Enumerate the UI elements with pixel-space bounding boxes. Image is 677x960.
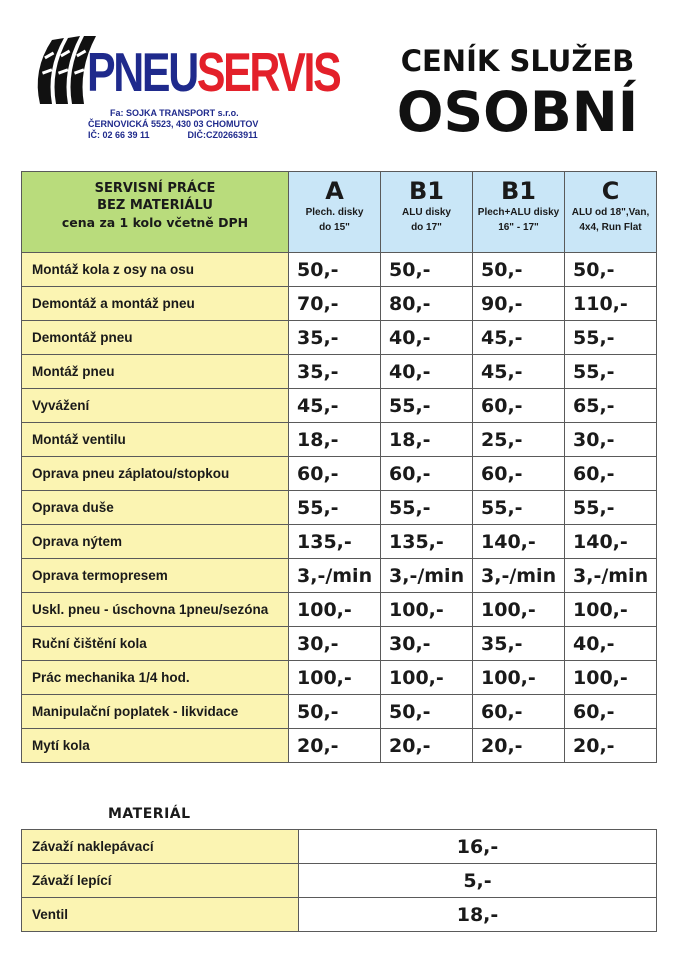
table-row bbox=[22, 661, 657, 695]
price-cell: 25,- bbox=[473, 423, 565, 457]
price-cell: 45,- bbox=[473, 321, 565, 355]
service-name: Montáž ventilu bbox=[22, 423, 289, 457]
table-row bbox=[22, 287, 657, 321]
title-line1: CENÍK SLUŽEB bbox=[400, 44, 635, 78]
header-col-b1: B1 ALU disky do 17" bbox=[381, 172, 473, 253]
material-row bbox=[22, 830, 657, 864]
price-cell: 100,- bbox=[565, 661, 657, 695]
price-cell: 3,-/min bbox=[473, 559, 565, 593]
price-cell: 45,- bbox=[289, 389, 381, 423]
price-cell: 135,- bbox=[381, 525, 473, 559]
price-cell: 60,- bbox=[473, 457, 565, 491]
price-cell: 55,- bbox=[565, 355, 657, 389]
header-col-a: A Plech. disky do 15" bbox=[289, 172, 381, 253]
company-info bbox=[30, 108, 300, 141]
price-cell: 100,- bbox=[289, 661, 381, 695]
price-cell: 140,- bbox=[565, 525, 657, 559]
price-cell: 100,- bbox=[381, 661, 473, 695]
table-row bbox=[22, 559, 657, 593]
price-cell: 40,- bbox=[565, 627, 657, 661]
price-cell: 30,- bbox=[381, 627, 473, 661]
service-name: Montáž kola z osy na osu bbox=[22, 253, 289, 287]
service-name: Demontáž pneu bbox=[22, 321, 289, 355]
service-name: Demontáž a montáž pneu bbox=[22, 287, 289, 321]
service-name: Oprava pneu záplatou/stopkou bbox=[22, 457, 289, 491]
price-cell: 60,- bbox=[381, 457, 473, 491]
material-name: Závaží naklepávací bbox=[22, 830, 299, 864]
header-col-c: C ALU od 18",Van, 4x4, Run Flat bbox=[565, 172, 657, 253]
table-row bbox=[22, 457, 657, 491]
material-name: Ventil bbox=[22, 898, 299, 932]
price-cell: 3,-/min bbox=[289, 559, 381, 593]
service-name: Manipulační poplatek - likvidace bbox=[22, 695, 289, 729]
price-cell: 50,- bbox=[381, 695, 473, 729]
material-title: MATERIÁL bbox=[108, 806, 191, 822]
price-cell: 100,- bbox=[289, 593, 381, 627]
price-cell: 30,- bbox=[565, 423, 657, 457]
price-cell: 20,- bbox=[289, 729, 381, 763]
price-cell: 60,- bbox=[473, 695, 565, 729]
price-cell: 65,- bbox=[565, 389, 657, 423]
price-cell: 140,- bbox=[473, 525, 565, 559]
header-col-b1-plech: B1 Plech+ALU disky 16" - 17" bbox=[473, 172, 565, 253]
price-cell: 35,- bbox=[473, 627, 565, 661]
price-cell: 55,- bbox=[473, 491, 565, 525]
brand-name: PNEUSERVIS bbox=[87, 41, 340, 103]
material-price: 16,- bbox=[299, 830, 657, 864]
table-row bbox=[22, 729, 657, 763]
service-name: Ruční čištění kola bbox=[22, 627, 289, 661]
table-row bbox=[22, 491, 657, 525]
price-cell: 110,- bbox=[565, 287, 657, 321]
price-cell: 35,- bbox=[289, 355, 381, 389]
material-row bbox=[22, 864, 657, 898]
price-cell: 20,- bbox=[565, 729, 657, 763]
table-row bbox=[22, 627, 657, 661]
service-name: Mytí kola bbox=[22, 729, 289, 763]
material-price: 18,- bbox=[299, 898, 657, 932]
table-row bbox=[22, 525, 657, 559]
price-cell: 100,- bbox=[473, 661, 565, 695]
company-address: ČERNOVICKÁ 5523, 430 03 CHOMUTOV bbox=[88, 119, 259, 129]
price-cell: 20,- bbox=[473, 729, 565, 763]
service-name: Vyvážení bbox=[22, 389, 289, 423]
price-cell: 30,- bbox=[289, 627, 381, 661]
price-cell: 18,- bbox=[381, 423, 473, 457]
price-cell: 135,- bbox=[289, 525, 381, 559]
header-services: SERVISNÍ PRÁCE BEZ MATERIÁLU cena za 1 kolo včetně DPH bbox=[22, 172, 289, 253]
company-dic: DIČ:CZ02663911 bbox=[187, 130, 258, 140]
table-row bbox=[22, 253, 657, 287]
price-cell: 90,- bbox=[473, 287, 565, 321]
price-cell: 18,- bbox=[289, 423, 381, 457]
company-ic: IČ: 02 66 39 11 bbox=[88, 130, 150, 140]
table-header-row bbox=[22, 172, 657, 253]
price-cell: 50,- bbox=[289, 695, 381, 729]
table-row bbox=[22, 321, 657, 355]
price-cell: 60,- bbox=[565, 695, 657, 729]
service-name: Oprava nýtem bbox=[22, 525, 289, 559]
service-name: Oprava termopresem bbox=[22, 559, 289, 593]
price-cell: 3,-/min bbox=[565, 559, 657, 593]
table-row bbox=[22, 695, 657, 729]
material-row bbox=[22, 898, 657, 932]
service-name: Uskl. pneu - úschovna 1pneu/sezóna bbox=[22, 593, 289, 627]
price-cell: 55,- bbox=[565, 321, 657, 355]
price-cell: 20,- bbox=[381, 729, 473, 763]
price-cell: 50,- bbox=[565, 253, 657, 287]
price-cell: 100,- bbox=[381, 593, 473, 627]
price-cell: 80,- bbox=[381, 287, 473, 321]
service-name: Prác mechanika 1/4 hod. bbox=[22, 661, 289, 695]
price-cell: 40,- bbox=[381, 321, 473, 355]
price-table bbox=[21, 171, 657, 763]
price-cell: 60,- bbox=[473, 389, 565, 423]
table-row bbox=[22, 423, 657, 457]
material-table bbox=[21, 829, 657, 932]
price-cell: 50,- bbox=[473, 253, 565, 287]
logo bbox=[30, 34, 340, 144]
price-cell: 55,- bbox=[289, 491, 381, 525]
material-price: 5,- bbox=[299, 864, 657, 898]
price-cell: 40,- bbox=[381, 355, 473, 389]
price-cell: 3,-/min bbox=[381, 559, 473, 593]
price-cell: 100,- bbox=[565, 593, 657, 627]
price-cell: 70,- bbox=[289, 287, 381, 321]
price-cell: 55,- bbox=[565, 491, 657, 525]
service-name: Montáž pneu bbox=[22, 355, 289, 389]
price-cell: 55,- bbox=[381, 389, 473, 423]
price-cell: 60,- bbox=[289, 457, 381, 491]
service-name: Oprava duše bbox=[22, 491, 289, 525]
material-name: Závaží lepící bbox=[22, 864, 299, 898]
price-cell: 50,- bbox=[289, 253, 381, 287]
title-line2: OSOBNÍ bbox=[396, 80, 639, 144]
table-row bbox=[22, 355, 657, 389]
price-cell: 100,- bbox=[473, 593, 565, 627]
price-cell: 45,- bbox=[473, 355, 565, 389]
table-row bbox=[22, 389, 657, 423]
price-cell: 50,- bbox=[381, 253, 473, 287]
table-row bbox=[22, 593, 657, 627]
price-cell: 55,- bbox=[381, 491, 473, 525]
company-name: Fa: SOJKA TRANSPORT s.r.o. bbox=[110, 108, 239, 118]
price-cell: 35,- bbox=[289, 321, 381, 355]
price-cell: 60,- bbox=[565, 457, 657, 491]
